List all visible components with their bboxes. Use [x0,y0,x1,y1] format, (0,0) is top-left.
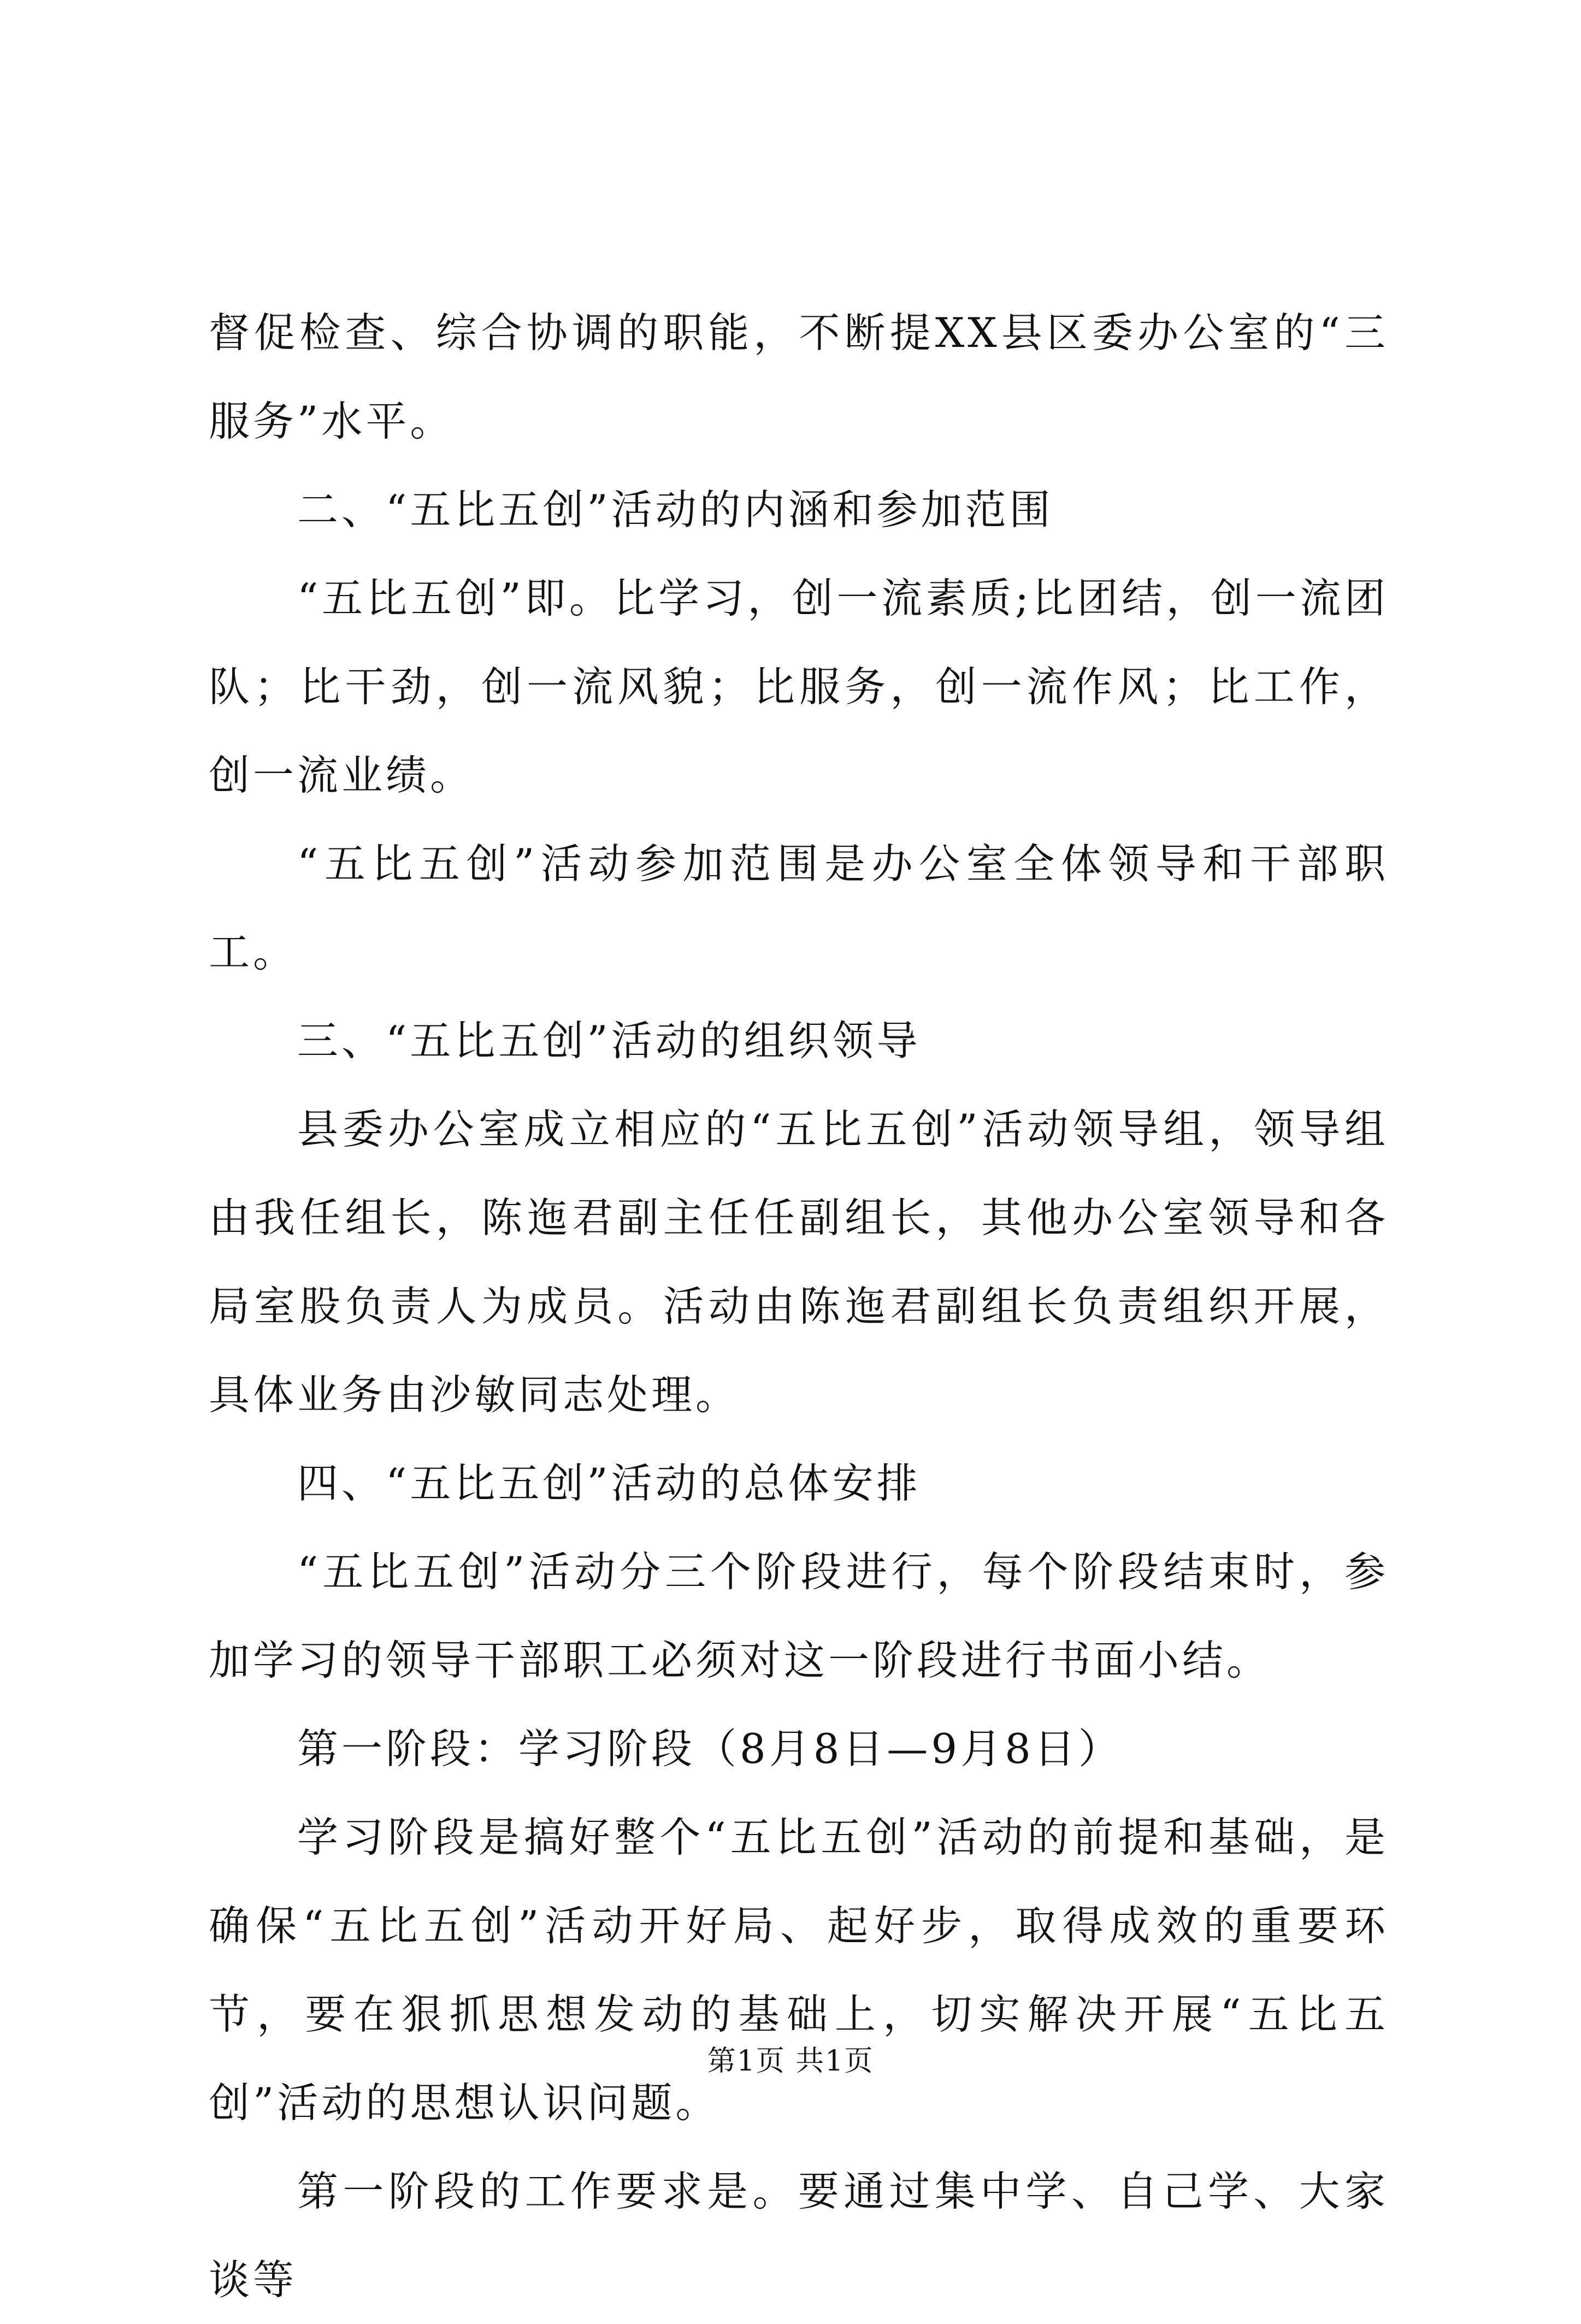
paragraph-definition: “五比五创”即。比学习，创一流素质;比团结，创一流团队；比干劲，创一流风貌；比服务，创一流作风；比工作，创一流业绩。 [209,574,1389,799]
stage-one-heading: 第一阶段：学习阶段（8月8日—9月8日） [297,1725,1123,1773]
paragraph-continuation: 督促检查、综合协调的职能，不断提XX县区委办公室的“三服务”水平。 [209,309,1389,445]
paragraph-scope: “五比五创”活动参加范围是办公室全体领导和干部职工。 [209,840,1389,976]
paragraph-stage-one-requirements: 第一阶段的工作要求是。要通过集中学、自己学、大家谈等 [209,2167,1389,2304]
paragraph-arrangement: “五比五创”活动分三个阶段进行，每个阶段结束时，参加学习的领导干部职工必须对这一阶段进行书面小结。 [209,1548,1389,1684]
paragraph-leadership: 县委办公室成立相应的“五比五创”活动领导组，领导组由我任组长，陈迤君副主任任副组长，其他办公室领导和各局室股负责人为成员。活动由陈迤君副组长负责组织开展，具体业务由沙敏同志处理。 [209,1105,1389,1419]
paragraph-stage-one: 学习阶段是搞好整个“五比五创”活动的前提和基础，是确保“五比五创”活动开好局、起好步，取得成效的重要环节，要在狠抓思想发动的基础上，切实解决开展“五比五创”活动的思想认识问题。 [209,1813,1389,2127]
page-footer: 第1页 共1页 [707,2045,874,2078]
document-body [209,288,1389,2324]
section-heading-scope: 二、“五比五创”活动的内涵和参加范围 [297,486,1054,534]
section-heading-arrangement: 四、“五比五创”活动的总体安排 [297,1459,921,1507]
section-heading-leadership: 三、“五比五创”活动的组织领导 [297,1017,921,1065]
